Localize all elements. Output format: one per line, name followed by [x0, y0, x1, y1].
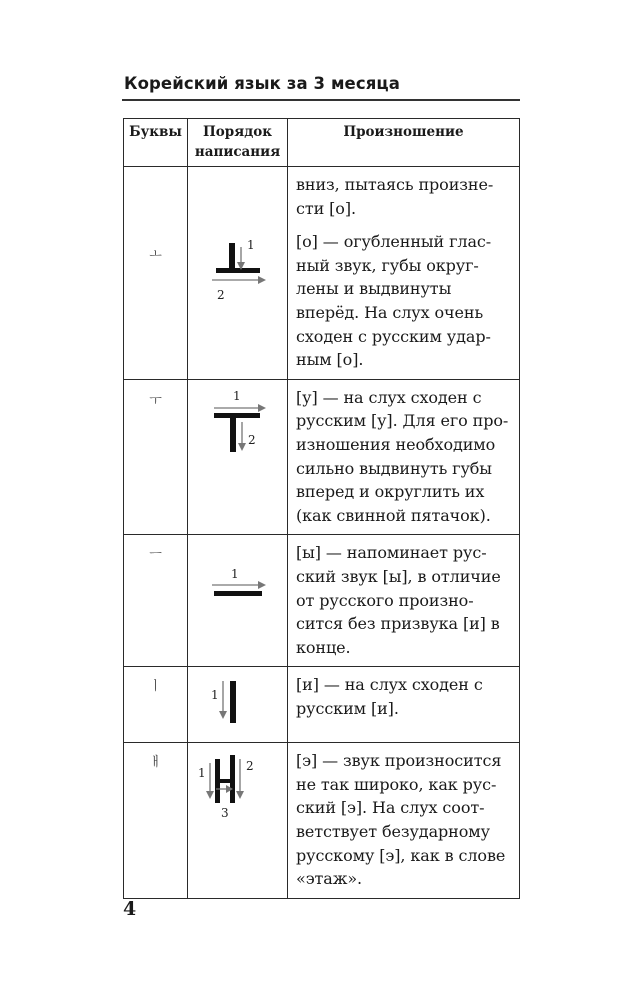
text-line: русским [и].: [296, 698, 399, 718]
pronunciation-paragraph: [296, 173, 513, 220]
letter-eu: ㅡ: [149, 547, 162, 563]
stroke-order-cell: [188, 743, 288, 899]
letter-cell: [124, 535, 188, 667]
text-line: лены и выдвинуты: [296, 279, 452, 299]
header-letters: Буквы: [124, 119, 188, 167]
header-stroke-order: [188, 119, 288, 167]
pronunciation-paragraph: [296, 386, 513, 528]
header-stroke-order-line1: Порядок: [203, 124, 272, 140]
stroke-number-2: 2: [217, 288, 225, 302]
text-line: [э] — звук произносится: [296, 751, 502, 771]
arrow-head-1: [258, 404, 266, 412]
arrow-head-1: [258, 581, 266, 589]
table-row: [124, 379, 520, 535]
text-line: ветствует безударному: [296, 822, 490, 842]
text-line: ным [о].: [296, 350, 364, 370]
letter-cell: [124, 379, 188, 535]
pronunciation-cell: [288, 379, 520, 535]
arrow-head-2: [258, 276, 266, 284]
stroke-order-cell: [188, 379, 288, 535]
pronunciation-paragraph: [296, 230, 513, 372]
stroke-order-cell: [188, 167, 288, 380]
stroke-vertical-left: [215, 759, 220, 803]
stroke-diagram-ae: [188, 743, 288, 888]
text-line: вперед и округлить их: [296, 482, 485, 502]
text-line: вперёд. На слух очень: [296, 302, 484, 322]
text-line: ский звук [ы], в отличие: [296, 566, 501, 586]
stroke-vertical: [230, 681, 236, 723]
vowel-table: [123, 118, 520, 899]
table-header-row: [124, 119, 520, 167]
stroke-diagram-u: [188, 380, 288, 527]
stroke-horizontal: [216, 268, 260, 273]
stroke-vertical: [229, 243, 235, 268]
arrow-head-2: [236, 791, 244, 799]
stroke-order-cell: [188, 667, 288, 743]
stroke-number-1: 1: [233, 388, 241, 403]
text-line: [о] — огубленный глас-: [296, 232, 492, 252]
text-line: конце.: [296, 637, 351, 657]
text-line: от русского произно-: [296, 590, 474, 610]
stroke-diagram-eu: [188, 535, 288, 655]
table-row: [124, 535, 520, 667]
text-line: «этаж».: [296, 869, 363, 889]
running-head: Корейский язык за 3 месяца: [124, 74, 400, 93]
letter-ae: ㅐ: [149, 755, 162, 771]
pronunciation-cell: [288, 667, 520, 743]
pronunciation-cell: [288, 167, 520, 380]
stroke-number-1: 1: [211, 688, 219, 703]
text-line: не так широко, как рус-: [296, 774, 497, 794]
table-row: [124, 667, 520, 743]
arrow-head-1: [219, 711, 227, 719]
text-line: сходен с русским удар-: [296, 326, 491, 346]
text-line: [и] — на слух сходен с: [296, 675, 483, 695]
pronunciation-cell: [288, 535, 520, 667]
pronunciation-cell: [288, 743, 520, 899]
stroke-number-3: 3: [221, 806, 229, 821]
stroke-number-1: 1: [247, 238, 255, 252]
text-line: сится без призвука [и] в: [296, 614, 500, 634]
stroke-number-2: 2: [248, 432, 256, 447]
letter-cell: [124, 167, 188, 380]
table-row: [124, 743, 520, 899]
pronunciation-paragraph: [296, 673, 513, 720]
stroke-horizontal: [220, 779, 230, 783]
text-line: ский [э]. На слух соот-: [296, 798, 485, 818]
table-row: [124, 167, 520, 380]
header-stroke-order-line2: написания: [194, 144, 281, 160]
letter-u: ㅜ: [149, 393, 162, 409]
stroke-horizontal: [214, 591, 262, 596]
stroke-number-2: 2: [246, 759, 254, 774]
text-line: изношения необходимо: [296, 434, 496, 454]
page-number: 4: [123, 898, 137, 920]
stroke-number-1: 1: [231, 567, 239, 582]
text-line: русским [у]. Для его про-: [296, 411, 509, 431]
arrow-head-1: [206, 791, 214, 799]
text-line: сильно выдвинуть губы: [296, 458, 492, 478]
text-line: русскому [э], как в слове: [296, 845, 506, 865]
text-line: (как свинной пятачок).: [296, 505, 491, 525]
letter-cell: [124, 743, 188, 899]
text-line: [у] — на слух сходен с: [296, 387, 482, 407]
letter-o: ㅗ: [149, 247, 162, 262]
stroke-horizontal: [214, 413, 260, 418]
pronunciation-paragraph: [296, 749, 513, 891]
arrow-head-2: [238, 443, 246, 451]
stroke-vertical: [230, 418, 236, 452]
header-pronunciation: Произношение: [288, 119, 520, 167]
stroke-number-1: 1: [198, 766, 206, 781]
letter-i: ㅣ: [149, 679, 162, 695]
text-line: [ы] — напоминает рус-: [296, 543, 487, 563]
letter-cell: [124, 667, 188, 743]
stroke-diagram-o: [188, 167, 288, 373]
stroke-diagram-i: [188, 667, 288, 743]
header-rule: [122, 99, 520, 101]
text-line: ный звук, губы округ-: [296, 255, 479, 275]
stroke-vertical-right: [230, 755, 235, 803]
text-line: вниз, пытаясь произне-: [296, 175, 494, 194]
stroke-order-cell: [188, 535, 288, 667]
text-line: сти [о].: [296, 198, 356, 218]
pronunciation-paragraph: [296, 541, 513, 659]
